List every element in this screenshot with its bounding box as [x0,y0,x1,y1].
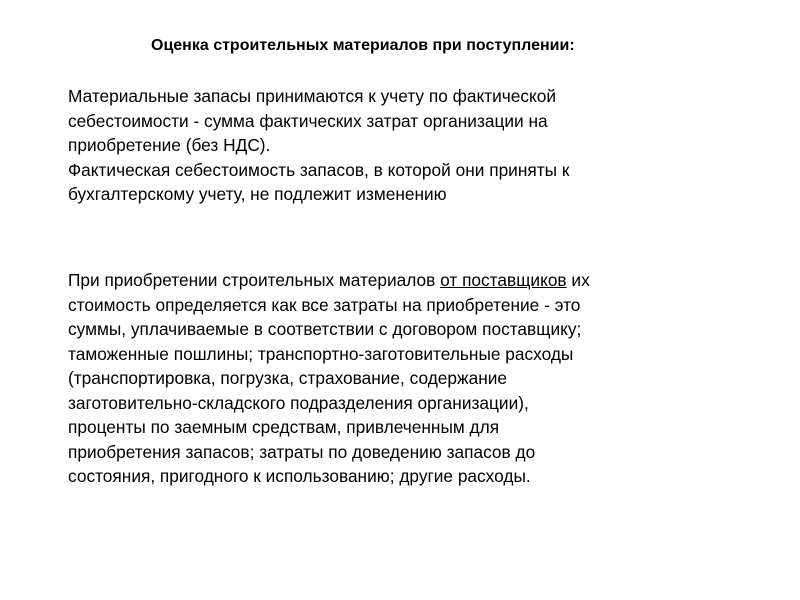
text-line: Фактическая себестоимость запасов, в которой они приняты к [68,159,570,180]
text-line: себестоимости - сумма фактических затрат организации на [68,110,548,131]
text-line: (транспортировка, погрузка, страхование, содержание [68,368,508,388]
text-line: приобретения запасов; затраты по доведению запасов до [68,441,536,462]
paragraph-initial-cost [68,84,569,207]
text-line: состояния, пригодного к использованию; другие расходы. [68,466,531,486]
text-line: бухгалтерскому учету, не подлежит изменению [68,184,447,204]
text-segment: При приобретении строительных материалов [68,270,441,290]
underlined-text: от поставщиков [440,270,567,290]
text-line: проценты по заемным средствам, привлеченным для [68,417,500,437]
text-line: приобретение (без НДС). [68,135,271,155]
text-line [68,268,590,293]
text-line: заготовительно-складского подразделения организации), [68,392,529,413]
slide-title: Оценка строительных материалов при поступлении: [151,37,575,54]
paragraph-purchase-cost [68,268,590,489]
text-line: суммы, уплачиваемые в соответствии с договором поставщику; [68,319,582,339]
text-segment: их [566,270,590,290]
text-line: Материальные запасы принимаются к учету по фактической [68,86,557,106]
text-line: таможенные пошлины; транспортно-заготовительные расходы [68,343,574,364]
text-line: стоимость определяется как все затраты на приобретение - это [68,294,581,315]
